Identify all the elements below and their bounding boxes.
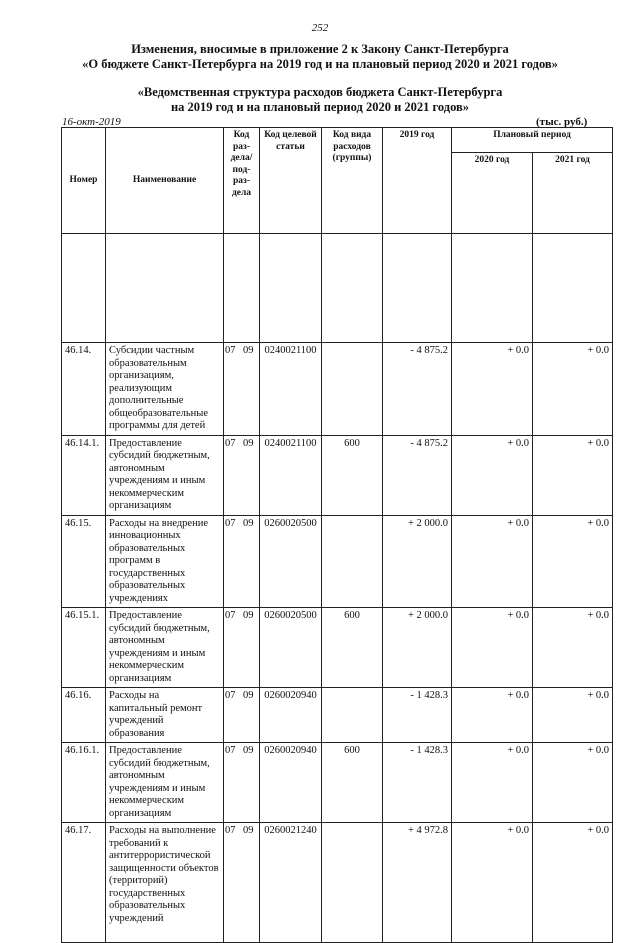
row-value-2020: + 0.0: [452, 688, 533, 743]
row-section-code: [224, 435, 260, 515]
row-value-2021: + 0.0: [533, 435, 613, 515]
row-section-code: [224, 743, 260, 823]
row-name: Субсидии частным образовательным организациям, реализующим дополнительные общеобразовательные программы для детей: [106, 343, 224, 436]
document-subtitle: [0, 85, 640, 115]
title-line-2: «О бюджете Санкт-Петербурга на 2019 год и на плановый период 2020 и 2021 годов»: [82, 57, 558, 71]
header-2019: 2019 год: [383, 128, 452, 234]
header-kind-code: Код вида расходов (группы): [322, 128, 383, 234]
header-name: Наименование: [106, 128, 224, 234]
row-subsection: 09: [243, 825, 254, 836]
row-number: 46.16.1.: [62, 743, 106, 823]
row-section: 07: [225, 345, 236, 356]
row-subsection: 09: [243, 745, 254, 756]
row-kind-code: 600: [322, 608, 383, 688]
row-target-code: 0260020940: [260, 743, 322, 823]
row-target-code: 0260020500: [260, 515, 322, 608]
row-section: 07: [225, 690, 236, 701]
table-row: [62, 823, 613, 943]
header-target-code: Код целевой статьи: [260, 128, 322, 234]
row-section: 07: [225, 825, 236, 836]
row-number: 46.15.1.: [62, 608, 106, 688]
row-value-2019: - 1 428.3: [383, 743, 452, 823]
row-section: 07: [225, 610, 236, 621]
row-section-code: [224, 688, 260, 743]
row-value-2021: + 0.0: [533, 608, 613, 688]
table-row: [62, 743, 613, 823]
row-target-code: 0260020940: [260, 688, 322, 743]
row-section-code: [224, 515, 260, 608]
row-kind-code: [322, 515, 383, 608]
row-kind-code: [322, 823, 383, 943]
row-number: 46.16.: [62, 688, 106, 743]
row-name: Предоставление субсидий бюджетным, автономным учреждениям и иным некоммерческим организациям: [106, 743, 224, 823]
row-number: 46.17.: [62, 823, 106, 943]
row-section: 07: [225, 517, 236, 529]
row-kind-code: 600: [322, 435, 383, 515]
row-name: Расходы на внедрение инновационных образовательных программ в государственных образовательных учреждениях: [106, 515, 224, 608]
row-value-2020: + 0.0: [452, 435, 533, 515]
row-value-2020: + 0.0: [452, 343, 533, 436]
row-section-code: [224, 343, 260, 436]
row-section: 07: [225, 745, 236, 756]
row-value-2020: + 0.0: [452, 515, 533, 608]
row-target-code: 0260020500: [260, 608, 322, 688]
row-value-2021: + 0.0: [533, 515, 613, 608]
units-label: (тыс. руб.): [536, 116, 588, 128]
row-value-2021: + 0.0: [533, 688, 613, 743]
row-name: Предоставление субсидий бюджетным, автономным учреждениям и иным некоммерческим организациям: [106, 608, 224, 688]
row-value-2019: + 2 000.0: [383, 515, 452, 608]
table-row: [62, 608, 613, 688]
header-number: Номер: [62, 128, 106, 234]
table-row: [62, 343, 613, 436]
table-row: [62, 515, 613, 608]
row-section-code: [224, 823, 260, 943]
document-date: 16-окт-2019: [62, 116, 121, 128]
row-subsection: 09: [243, 437, 254, 449]
table-row: [62, 688, 613, 743]
row-value-2021: + 0.0: [533, 743, 613, 823]
header-2020: 2020 год: [452, 153, 533, 234]
row-kind-code: 600: [322, 743, 383, 823]
header-planned-period: Плановый период: [452, 128, 613, 153]
row-value-2019: - 4 875.2: [383, 343, 452, 436]
row-value-2019: - 1 428.3: [383, 688, 452, 743]
row-kind-code: [322, 343, 383, 436]
row-name: Предоставление субсидий бюджетным, автономным учреждениям и иным некоммерческим организациям: [106, 435, 224, 515]
expenses-table: [61, 127, 613, 943]
row-section: 07: [225, 437, 236, 449]
row-value-2020: + 0.0: [452, 608, 533, 688]
row-value-2019: - 4 875.2: [383, 435, 452, 515]
row-value-2021: + 0.0: [533, 343, 613, 436]
header-section-code: Код раз- дела/ под- раз- дела: [224, 128, 260, 234]
row-number: 46.14.: [62, 343, 106, 436]
row-target-code: 0240021100: [260, 343, 322, 436]
row-subsection: 09: [243, 517, 254, 529]
row-value-2019: + 2 000.0: [383, 608, 452, 688]
row-subsection: 09: [243, 610, 254, 621]
row-value-2019: + 4 972.8: [383, 823, 452, 943]
subtitle-line-1: «Ведомственная структура расходов бюджета Санкт-Петербурга: [137, 85, 503, 99]
row-target-code: 0240021100: [260, 435, 322, 515]
row-value-2021: + 0.0: [533, 823, 613, 943]
title-line-1: Изменения, вносимые в приложение 2 к Закону Санкт-Петербурга: [131, 42, 509, 56]
table-row: [62, 435, 613, 515]
row-value-2020: + 0.0: [452, 823, 533, 943]
row-kind-code: [322, 688, 383, 743]
row-number: 46.14.1.: [62, 435, 106, 515]
row-subsection: 09: [243, 690, 254, 701]
header-2021: 2021 год: [533, 153, 613, 234]
row-number: 46.15.: [62, 515, 106, 608]
row-value-2020: + 0.0: [452, 743, 533, 823]
row-subsection: 09: [243, 345, 254, 356]
header-spacer-row: [62, 234, 613, 343]
row-section-code: [224, 608, 260, 688]
document-title: [0, 42, 640, 72]
subtitle-line-2: на 2019 год и на плановый период 2020 и 2021 годов»: [170, 100, 470, 114]
row-name: Расходы на выполнение требований к антитеррористической защищенности объектов (территорий) государственных образовательных учреждений: [106, 823, 224, 943]
row-target-code: 0260021240: [260, 823, 322, 943]
row-name: Расходы на капитальный ремонт учреждений образования: [106, 688, 224, 743]
page-number: 252: [311, 22, 329, 34]
